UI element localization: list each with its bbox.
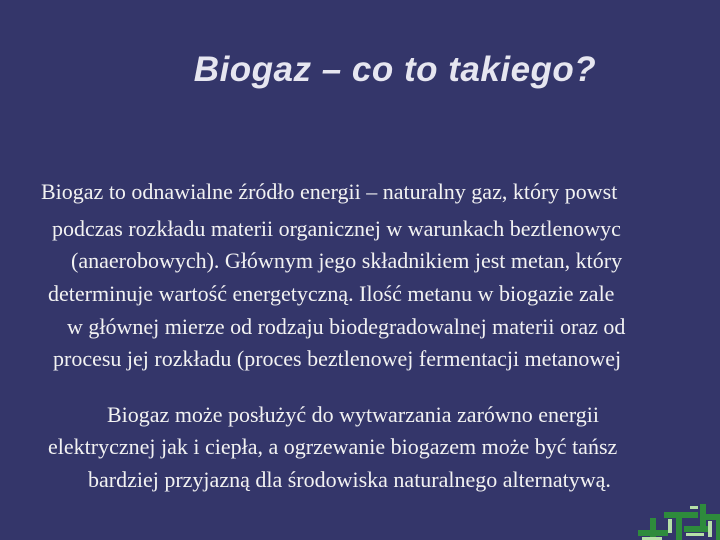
paragraph1-line-2: podczas rozkładu materii organicznej w warunkach beztlenowyc bbox=[52, 216, 621, 241]
maze-decoration bbox=[620, 490, 720, 540]
paragraph1-line-4: determinuje wartość energetyczną. Ilość metanu w biogazie zale bbox=[48, 281, 615, 306]
paragraph2-line-3: bardziej przyjazną dla środowiska naturalnego alternatywą. bbox=[88, 467, 611, 492]
paragraph2-line-1: Biogaz może posłużyć do wytwarzania zarówno energii bbox=[107, 402, 599, 427]
paragraph1-line-1: Biogaz to odnawialne źródło energii – naturalny gaz, który powst bbox=[41, 179, 618, 204]
paragraph1-line-5: w głównej mierze od rodzaju biodegradowalnej materii oraz od bbox=[67, 314, 626, 339]
paragraph1-line-6: procesu jej rozkładu (proces beztlenowej fermentacji metanowej bbox=[53, 346, 622, 371]
slide-title: Biogaz – co to takiego? bbox=[193, 50, 597, 89]
paragraph1-line-3: (anaerobowych). Głównym jego składnikiem jest metan, który bbox=[71, 248, 623, 273]
paragraph2-line-2: elektrycznej jak i ciepła, a ogrzewanie biogazem może być tańsz bbox=[48, 434, 618, 459]
